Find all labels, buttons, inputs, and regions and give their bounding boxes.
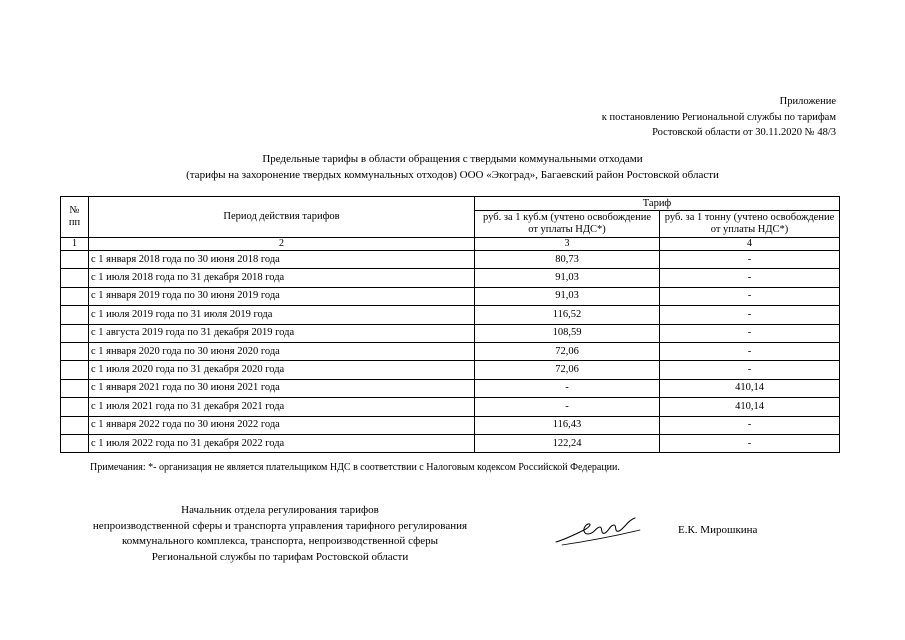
tariff-m3-cell: 108,59 xyxy=(475,324,660,342)
signoff-line-1: Начальник отдела регулирования тарифов xyxy=(181,504,379,516)
document-title xyxy=(0,151,905,183)
header-rub-per-m3: руб. за 1 куб.м (учтено освобождение от уплаты НДС*) xyxy=(475,211,660,238)
row-number-cell xyxy=(61,251,89,269)
table-row xyxy=(61,306,840,324)
tariff-ton-cell: - xyxy=(660,251,840,269)
signoff-line-3: коммунального комплекса, транспорта, непроизводственной сферы xyxy=(122,535,438,547)
row-number-cell xyxy=(61,379,89,397)
table-row xyxy=(61,287,840,305)
tariff-ton-cell: 410,14 xyxy=(660,398,840,416)
row-number-cell xyxy=(61,342,89,360)
header-rub-per-ton: руб. за 1 тонну (учтено освобождение от уплаты НДС*) xyxy=(660,211,840,238)
tariff-m3-cell: - xyxy=(475,398,660,416)
table-row xyxy=(61,398,840,416)
header-tariff: Тариф xyxy=(475,197,840,211)
notes: Примечания: *- организация не является плательщиком НДС в соответствии с Налоговым кодексом Российской Федерации. xyxy=(90,462,620,473)
period-cell: с 1 января 2021 года по 30 июня 2021 года xyxy=(89,379,475,397)
row-number-cell xyxy=(61,287,89,305)
tariff-m3-cell: 91,03 xyxy=(475,269,660,287)
title-line-1: Предельные тарифы в области обращения с твердыми коммунальными отходами xyxy=(262,153,643,165)
row-number-cell xyxy=(61,434,89,452)
row-number-cell xyxy=(61,398,89,416)
table-row xyxy=(61,361,840,379)
period-cell: с 1 августа 2019 года по 31 декабря 2019 года xyxy=(89,324,475,342)
row-number-cell xyxy=(61,361,89,379)
tariff-m3-cell: 72,06 xyxy=(475,342,660,360)
period-cell: с 1 июля 2022 года по 31 декабря 2022 года xyxy=(89,434,475,452)
row-number-cell xyxy=(61,269,89,287)
row-number-cell xyxy=(61,306,89,324)
tariff-m3-cell: - xyxy=(475,379,660,397)
signoff-line-2: непроизводственной сферы и транспорта управления тарифного регулирования xyxy=(92,519,468,532)
table-row xyxy=(61,416,840,434)
row-number-cell xyxy=(61,416,89,434)
period-cell: с 1 января 2020 года по 30 июня 2020 года xyxy=(89,342,475,360)
signature-icon xyxy=(552,512,644,550)
tariff-m3-cell: 122,24 xyxy=(475,434,660,452)
period-cell: с 1 июля 2020 года по 31 декабря 2020 года xyxy=(89,361,475,379)
tariff-ton-cell: - xyxy=(660,269,840,287)
tariff-ton-cell: 410,14 xyxy=(660,379,840,397)
tariff-ton-cell: - xyxy=(660,306,840,324)
signer-name: Е.К. Мирошкина xyxy=(678,524,758,536)
index-cell: 3 xyxy=(475,238,660,251)
tariff-ton-cell: - xyxy=(660,434,840,452)
header-period: Период действия тарифов xyxy=(89,197,475,238)
tariff-m3-cell: 72,06 xyxy=(475,361,660,379)
table-row xyxy=(61,342,840,360)
index-cell: 1 xyxy=(61,238,89,251)
period-cell: с 1 июля 2018 года по 31 декабря 2018 года xyxy=(89,269,475,287)
period-cell: с 1 июля 2019 года по 31 июля 2019 года xyxy=(89,306,475,324)
tariff-m3-cell: 80,73 xyxy=(475,251,660,269)
table-row xyxy=(61,434,840,452)
index-cell: 2 xyxy=(89,238,475,251)
tariff-ton-cell: - xyxy=(660,287,840,305)
table-row xyxy=(61,251,840,269)
tariff-ton-cell: - xyxy=(660,342,840,360)
header-number: № пп xyxy=(61,197,89,238)
appendix-header xyxy=(602,94,836,141)
period-cell: с 1 июля 2021 года по 31 декабря 2021 года xyxy=(89,398,475,416)
tariff-table xyxy=(60,196,840,453)
row-number-cell xyxy=(61,324,89,342)
tariff-ton-cell: - xyxy=(660,416,840,434)
signoff-line-4: Региональной службы по тарифам Ростовской области xyxy=(151,550,409,563)
tariff-m3-cell: 116,52 xyxy=(475,306,660,324)
tariff-ton-cell: - xyxy=(660,324,840,342)
period-cell: с 1 января 2018 года по 30 июня 2018 года xyxy=(89,251,475,269)
tariff-m3-cell: 116,43 xyxy=(475,416,660,434)
tariff-m3-cell: 91,03 xyxy=(475,287,660,305)
table-row xyxy=(61,269,840,287)
appendix-line-2: к постановлению Региональной службы по тарифам xyxy=(601,111,836,123)
index-cell: 4 xyxy=(660,238,840,251)
title-line-2: (тарифы на захоронение твердых коммунальных отходов) ООО «Экоград», Багаевский район Ростовской области xyxy=(186,169,719,181)
appendix-line-1: Приложение xyxy=(779,96,836,107)
table-row xyxy=(61,324,840,342)
table-row xyxy=(61,379,840,397)
signoff-block xyxy=(60,503,500,565)
period-cell: с 1 января 2019 года по 30 июня 2019 года xyxy=(89,287,475,305)
appendix-line-3: Ростовской области от 30.11.2020 № 48/3 xyxy=(652,127,836,138)
period-cell: с 1 января 2022 года по 30 июня 2022 года xyxy=(89,416,475,434)
tariff-ton-cell: - xyxy=(660,361,840,379)
tariff-rows xyxy=(61,251,840,453)
